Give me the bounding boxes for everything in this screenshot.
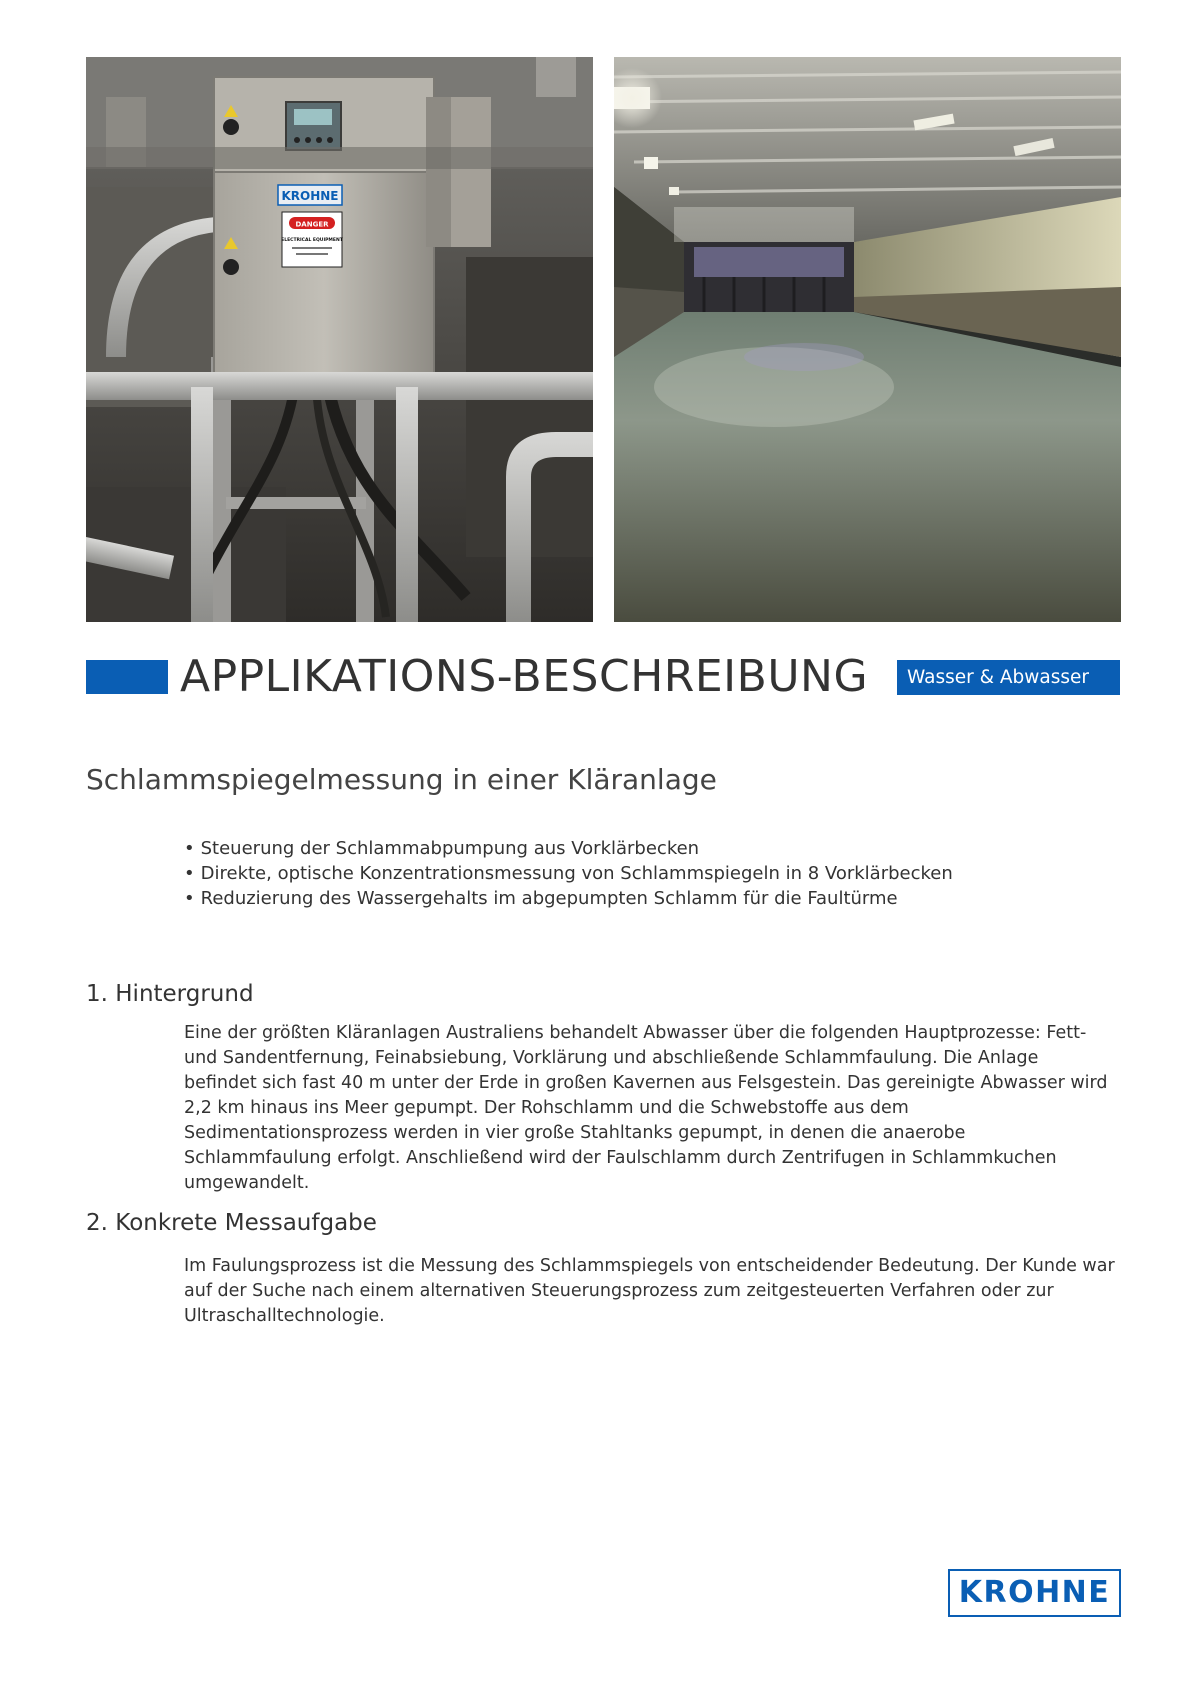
section-heading-measurement-task: 2. Konkrete Messaufgabe xyxy=(86,1210,377,1236)
krohne-logo: KROHNE xyxy=(948,1569,1121,1617)
list-item: • Steuerung der Schlammabpumpung aus Vorklärbecken xyxy=(184,836,953,861)
section-heading-background: 1. Hintergrund xyxy=(86,981,254,1007)
photo-sedimentation-basin xyxy=(614,57,1121,622)
list-item: • Reduzierung des Wassergehalts im abgepumpten Schlamm für die Faultürme xyxy=(184,886,953,911)
cabinet-brand-plate: KROHNE xyxy=(281,189,339,203)
page-title: Schlammspiegelmessung in einer Kläranlage xyxy=(86,763,717,796)
header-accent-bar xyxy=(86,660,168,694)
highlights-list xyxy=(184,836,953,911)
list-item: • Direkte, optische Konzentrationsmessung von Schlammspiegeln in 8 Vorklärbecken xyxy=(184,861,953,886)
category-badge: Wasser & Abwasser xyxy=(897,660,1120,695)
section-body-measurement-task: Im Faulungsprozess ist die Messung des Schlammspiegels von entscheidender Bedeutung. Der Kunde war auf der Suche nach einem alternativen Steuerungsprozess zum zeitgesteuerten Verfahren oder zur Ultraschalltechnologie. xyxy=(184,1256,1115,1326)
danger-sign-title: DANGER xyxy=(295,220,329,229)
danger-sign-text: ELECTRICAL EQUIPMENT xyxy=(281,238,343,243)
section-body-background: Eine der größten Kläranlagen Australiens behandelt Abwasser über die folgenden Hauptprozesse: Fett- und Sandentfernung, Feinabsiebung, Vorklärung und abschließende Schlammfaulung. Die Anlage befindet sich fast 40 m unter der Erde in großen Kavernen aus Felsgestein. Das gereinigte Abwasser wird 2,2 km hinaus ins Meer gepumpt. Der Rohschlamm und die Schwebstoffe aus dem Sedimentationsprozess werden in vier große Stahltanks gepumpt, in denen die anaerobe Schlammfaulung erfolgt. Anschließend wird der Faulschlamm durch Zentrifugen in Schlammkuchen umgewandelt. xyxy=(184,1023,1108,1193)
photo-control-cabinet xyxy=(86,57,593,622)
document-type-heading: APPLIKATIONS-BESCHREIBUNG xyxy=(180,651,869,702)
